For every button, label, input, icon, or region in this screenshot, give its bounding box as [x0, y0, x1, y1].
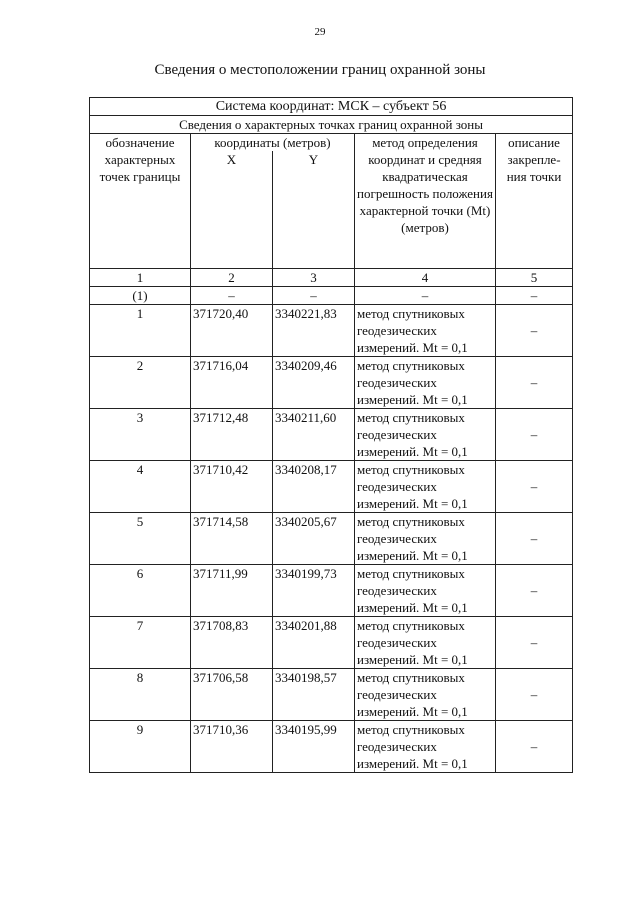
table-row [90, 356, 573, 408]
point-designation: 1 [90, 304, 191, 356]
point-description: – [496, 460, 573, 512]
coordinate-x: – [191, 286, 273, 304]
method-text: – [355, 286, 496, 304]
coordinate-x: 371716,04 [191, 356, 273, 408]
coordinate-y: – [273, 286, 355, 304]
point-description: – [496, 304, 573, 356]
column-number: 3 [273, 268, 355, 286]
point-designation: 6 [90, 564, 191, 616]
point-description: – [496, 720, 573, 772]
point-designation: 7 [90, 616, 191, 668]
method-text: метод спутниковых геодезических измерений. Mt = 0,1 [355, 356, 496, 408]
coordinate-y: 3340211,60 [273, 408, 355, 460]
point-designation: 8 [90, 668, 191, 720]
page-title: Сведения о местоположении границ охранной зоны [154, 62, 486, 78]
point-designation: (1) [90, 286, 191, 304]
point-designation: 3 [90, 408, 191, 460]
table-row [90, 720, 573, 772]
header-x: X [191, 151, 273, 268]
coordinate-y: 3340208,17 [273, 460, 355, 512]
coordinate-y: 3340205,67 [273, 512, 355, 564]
column-number: 4 [355, 268, 496, 286]
coordinate-y: 3340199,73 [273, 564, 355, 616]
header-coordinates: координаты (метров) [191, 134, 355, 152]
coordinate-system-row [90, 98, 573, 116]
header-row [90, 134, 573, 152]
method-text: метод спутниковых геодезических измерений. Mt = 0,1 [355, 512, 496, 564]
table-row [90, 408, 573, 460]
point-description: – [496, 286, 573, 304]
point-description: – [496, 512, 573, 564]
coordinate-x: 371706,58 [191, 668, 273, 720]
column-numbers-row [90, 268, 573, 286]
table-row [90, 460, 573, 512]
table-row [90, 304, 573, 356]
coordinate-x: 371710,36 [191, 720, 273, 772]
method-text: метод спутниковых геодезических измерений. Mt = 0,1 [355, 720, 496, 772]
table-row [90, 564, 573, 616]
coordinate-y: 3340198,57 [273, 668, 355, 720]
point-description: – [496, 616, 573, 668]
column-number: 1 [90, 268, 191, 286]
point-description: – [496, 356, 573, 408]
header-method: метод определения координат и средняя квадратическая погрешность положения характерной точки (Mt) (метров) [355, 134, 496, 269]
coordinate-x: 371711,99 [191, 564, 273, 616]
coordinate-y: 3340221,83 [273, 304, 355, 356]
boundary-points-table [89, 97, 573, 773]
method-text: метод спутниковых геодезических измерений. Mt = 0,1 [355, 564, 496, 616]
points-info-row [90, 116, 573, 134]
coordinate-x: 371720,40 [191, 304, 273, 356]
table-row [90, 512, 573, 564]
table-row [90, 616, 573, 668]
coordinate-system-label: Система координат: МСК – субъект 56 [90, 98, 573, 116]
header-description: описание закрепле-ния точки [496, 134, 573, 269]
column-number: 5 [496, 268, 573, 286]
point-description: – [496, 668, 573, 720]
method-text: метод спутниковых геодезических измерений. Mt = 0,1 [355, 304, 496, 356]
coordinate-y: 3340209,46 [273, 356, 355, 408]
point-designation: 9 [90, 720, 191, 772]
method-text: метод спутниковых геодезических измерений. Mt = 0,1 [355, 460, 496, 512]
header-y: Y [273, 151, 355, 268]
coordinate-y: 3340195,99 [273, 720, 355, 772]
points-info-label: Сведения о характерных точках границ охранной зоны [90, 116, 573, 134]
method-text: метод спутниковых геодезических измерений. Mt = 0,1 [355, 668, 496, 720]
table-row [90, 668, 573, 720]
coordinate-x: 371708,83 [191, 616, 273, 668]
page-number: 29 [314, 26, 326, 38]
column-number: 2 [191, 268, 273, 286]
method-text: метод спутниковых геодезических измерений. Mt = 0,1 [355, 616, 496, 668]
coordinate-x: 371712,48 [191, 408, 273, 460]
point-description: – [496, 564, 573, 616]
point-designation: 5 [90, 512, 191, 564]
coordinate-x: 371714,58 [191, 512, 273, 564]
coordinate-y: 3340201,88 [273, 616, 355, 668]
method-text: метод спутниковых геодезических измерений. Mt = 0,1 [355, 408, 496, 460]
point-designation: 4 [90, 460, 191, 512]
header-designation: обозначение характерных точек границы [90, 134, 191, 269]
table-row [90, 286, 573, 304]
coordinate-x: 371710,42 [191, 460, 273, 512]
point-description: – [496, 408, 573, 460]
point-designation: 2 [90, 356, 191, 408]
